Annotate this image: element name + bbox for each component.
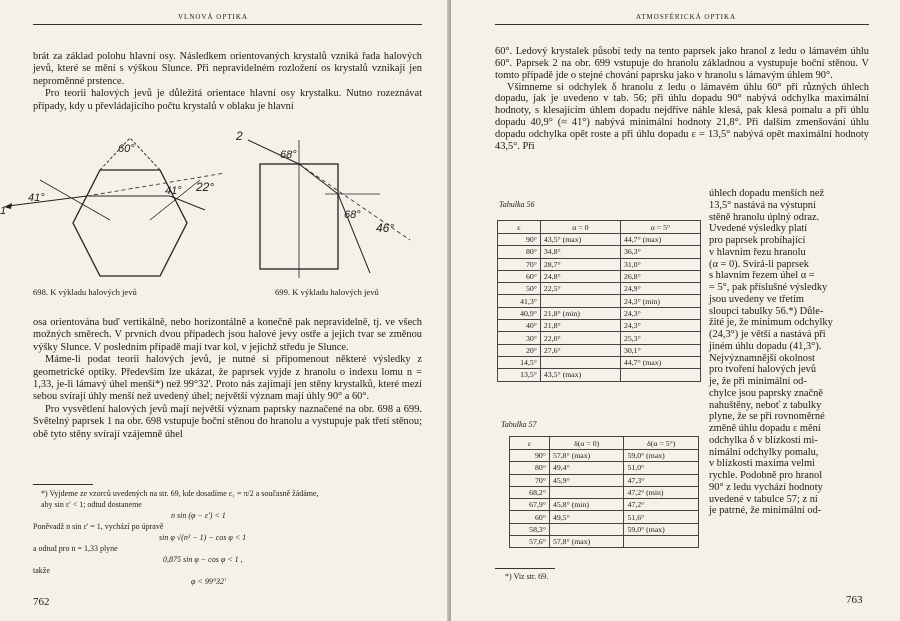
page-number: 762 <box>33 596 50 608</box>
table-cell: 57,8° (max) <box>549 450 624 462</box>
header-rule <box>495 24 869 25</box>
side-line: = 5°, pak příslušné výsledky <box>709 282 828 293</box>
table-row <box>510 486 699 498</box>
label-ray-1: 1 <box>0 205 7 217</box>
table-57 <box>509 436 699 548</box>
side-line: pro paprsek probíhající <box>709 235 806 246</box>
table-cell: 27,6° <box>540 344 620 356</box>
table-cell <box>549 486 624 498</box>
table-cell: 51,6° <box>624 511 699 523</box>
side-line: nahuštěny, neboť z tabulky <box>709 399 822 411</box>
table-cell: 50° <box>498 283 541 295</box>
table-cell: 44,7° (max) <box>620 234 700 246</box>
table-cell: 22,5° <box>540 283 620 295</box>
running-head: VLNOVÁ OPTIKA <box>178 13 248 21</box>
side-line: v blízkosti maxima velmi <box>709 458 815 470</box>
side-line: pro tvoření halových jevů <box>709 364 817 376</box>
table-row <box>498 283 701 295</box>
table-row <box>510 474 699 486</box>
table-header-cell: α = 0 <box>540 221 620 234</box>
table-cell: 34,8° <box>540 246 620 258</box>
table-56 <box>497 220 701 382</box>
table-row <box>510 523 699 535</box>
table-cell: 45,9° <box>549 474 624 486</box>
table-row <box>498 307 701 319</box>
footnote-line: aby sin ε' < 1; odtud dostaneme <box>41 500 142 509</box>
table-cell: 67,9° <box>510 499 550 511</box>
side-line: jsou uvedeny ve třetím <box>709 293 804 305</box>
table-cell: 24,3° (min) <box>620 295 700 307</box>
footnote: *) Viz str. 69. <box>505 572 549 581</box>
side-line: změně úhlu dopadu ε mění <box>709 423 821 434</box>
table-cell: 24,8° <box>540 270 620 282</box>
table-row <box>498 344 701 356</box>
table-cell: 21,8° <box>540 320 620 332</box>
side-line: chylce jsou paprsky značně <box>709 387 823 399</box>
table-cell: 57,8° (max) <box>549 536 624 548</box>
body-text-top <box>33 51 422 113</box>
footnote-line: takže <box>33 566 50 575</box>
side-line: Uvedené výsledky platí <box>709 223 808 235</box>
table-cell <box>620 369 700 381</box>
normal-left <box>40 180 110 220</box>
side-line: úhlech dopadu menších než <box>709 188 825 199</box>
table-56-label: Tabulka 56 <box>499 200 535 209</box>
table-cell: 80° <box>510 462 550 474</box>
footnote-line: a odtud pro n = 1,33 plyne <box>33 544 118 553</box>
table-cell: 59,0° (max) <box>624 450 699 462</box>
table-cell: 44,7° (max) <box>620 356 700 368</box>
table-header-cell: α = 5° <box>620 221 700 234</box>
table-cell <box>540 356 620 368</box>
footnote-rule <box>495 568 555 569</box>
table-cell: 36,3° <box>620 246 700 258</box>
table-cell <box>540 295 620 307</box>
body-text-top <box>495 46 869 153</box>
table-header-cell: δ(α = 0) <box>549 437 624 450</box>
side-line: 13,5° nastává na výstupní <box>709 199 816 211</box>
side-line: 90° z ledu vychází hodnoty <box>709 481 823 493</box>
table-row <box>498 332 701 344</box>
label-68-top: 68° <box>280 149 297 161</box>
page-number: 763 <box>846 594 863 606</box>
table-cell: 14,5° <box>498 356 541 368</box>
table-cell: 31,0° <box>620 258 700 270</box>
table-cell: 24,3° <box>620 320 700 332</box>
figure-699 <box>230 128 430 283</box>
table-row <box>498 320 701 332</box>
side-line: sloupci tabulky 56.*) Důle- <box>709 305 824 317</box>
body-text-bottom <box>33 317 422 441</box>
table-cell: 22,0° <box>540 332 620 344</box>
table-cell: 24,9° <box>620 283 700 295</box>
side-line: Nejvýznamnější okolnost <box>709 352 815 364</box>
footnote <box>33 488 426 587</box>
running-head: ATMOSFÉRICKÁ OPTIKA <box>636 13 737 21</box>
side-line: (24,3°) je větší a nastává při <box>709 329 826 340</box>
label-68-bottom: 68° <box>344 209 361 221</box>
side-column-text <box>709 188 869 517</box>
table-cell: 58,3° <box>510 523 550 535</box>
side-line: v hlavním řezu hranolu <box>709 246 806 258</box>
table-header-cell: ε <box>510 437 550 450</box>
table-cell: 49,5° <box>549 511 624 523</box>
table-header-cell: δ(α = 5°) <box>624 437 699 450</box>
label-41-right: 41° <box>165 185 182 197</box>
side-line: plyne, že se při rovnoměrné <box>709 411 825 423</box>
ray-incoming <box>8 196 87 206</box>
footnote-line: Poněvadž n sin ε' = 1, vychází po úpravě <box>33 522 164 531</box>
table-cell: 59,0° (max) <box>624 523 699 535</box>
table-cell: 47,2° <box>624 499 699 511</box>
table-cell: 60° <box>498 270 541 282</box>
label-apex: 60° <box>118 143 135 155</box>
table-cell: 47,2° (min) <box>624 486 699 498</box>
figure-698 <box>0 128 230 283</box>
table-row <box>498 258 701 270</box>
table-cell: 20° <box>498 344 541 356</box>
caption-698: 698. K výkladu halových jevů <box>33 287 137 297</box>
side-line: je, že při minimální od- <box>709 376 807 387</box>
table-cell: 28,7° <box>540 258 620 270</box>
paragraph: Pro teorii halových jevů je důležitá orientace hlavní osy krystalku. Nutno rozeznávat případy, kdy u převládajícího počtu krystalů v oblaku je hlavní <box>33 88 422 112</box>
table-row <box>498 356 701 368</box>
label-46: 46° <box>376 221 395 235</box>
label-22: 22° <box>196 180 215 194</box>
table-cell: 24,3° <box>620 307 700 319</box>
side-line: je patrné, že minimální od- <box>709 505 822 517</box>
table-cell: 68,2° <box>510 486 550 498</box>
table-cell: 49,4° <box>549 462 624 474</box>
table-row <box>510 511 699 523</box>
table-row <box>510 499 699 511</box>
table-header-row <box>510 437 699 450</box>
formula: sin φ √(n² − 1) − cos φ < 1 <box>159 533 247 542</box>
ray-outgoing <box>338 194 370 273</box>
footnote-rule <box>33 484 93 485</box>
paragraph: osa orientována buď vertikálně, nebo horizontálně a konečně pak nepravidelně, tj. ve všech možných směrech. V prvních dvou případech jsou halové jevy ostře a jejich tvar se změnou výšky Slunce. V posledním případě mají tvar kol, v jejichž středu je Slunce. <box>33 317 422 353</box>
footnote-line: *) Vyjdeme ze vzorců uvedených na str. 69, kde dosadíme ε₁ = π/2 a současně žádáme, <box>41 489 319 498</box>
table-cell: 21,8° (min) <box>540 307 620 319</box>
side-line: uvedené v tabulce 57; z ní <box>709 493 818 505</box>
table-cell: 90° <box>510 450 550 462</box>
table-cell: 90° <box>498 234 541 246</box>
caption-699: 699. K výkladu halových jevů <box>275 287 379 297</box>
header-rule <box>33 24 422 25</box>
paragraph: Pro vysvětlení halových jevů mají největší význam paprsky naznačené na obr. 698 a 699. Světelný paprsek 1 na obr. 698 vstupuje boční stěnou do hranolu a vystupuje pak třetí stěnou; obě tyto stěny svírají vzájemně úhel <box>33 403 422 440</box>
label-ray-2: 2 <box>236 129 243 143</box>
side-line: nimální odchylky pomalu, <box>709 446 819 458</box>
side-line: odchylka δ v blízkosti mi- <box>709 434 818 446</box>
table-cell: 60° <box>510 511 550 523</box>
table-cell: 45,8° (min) <box>549 499 624 511</box>
table-row <box>510 536 699 548</box>
table-cell: 51,0° <box>624 462 699 474</box>
label-41-left: 41° <box>28 192 45 204</box>
right-page <box>451 0 900 621</box>
table-cell: 30° <box>498 332 541 344</box>
table-cell: 80° <box>498 246 541 258</box>
table-row <box>498 234 701 246</box>
table-cell <box>549 523 624 535</box>
table-cell: 70° <box>498 258 541 270</box>
table-cell <box>624 536 699 548</box>
table-cell: 43,5° (max) <box>540 234 620 246</box>
table-cell: 70° <box>510 474 550 486</box>
table-row <box>498 369 701 381</box>
paragraph: Všimneme si odchylek δ hranolu z ledu o lámavém úhlu 60° při různých úhlech dopadu, jak je uvedeno v tab. 56; při úhlu dopadu 90° nabývá odchylka maximální hodnoty, s klesajícím úhlem dopadu nejdříve náhle klesá, pak klesá pomalu a při úhlu dopadu 40,9° (≈ 41°) nabývá minimální hodnoty 21,8°. Při dalším zmenšování úhlu dopadu odchylka opět roste a při úhlu dopadu ε = 13,5° nabývá opět maximální hodnoty 43,5°. Při <box>495 81 869 152</box>
ray-outgoing <box>170 196 205 210</box>
table-cell: 47,3° <box>624 474 699 486</box>
paragraph: Máme-li podat teorii halových jevů, je nutné si připomenout některé výsledky z geometrické optiky. Především lze ukázat, že paprsek vyjde z hranolu o indexu lomu n = 1,33, je-li lámavý úhel menší*) než 99°32'. Proto nás zajímají jen stěny krystalků, které mezi sebou svírají úhly menší než uvedený úhel; největší význam mají úhly 90° a 60°. <box>33 354 422 403</box>
table-header-cell: ε <box>498 221 541 234</box>
formula: 0,875 sin φ − cos φ < 1 , <box>163 555 243 564</box>
ray-inside <box>299 164 338 194</box>
table-57-label: Tabulka 57 <box>501 420 537 429</box>
side-line: jiném úhlu dopadu (41,3°). <box>709 340 822 352</box>
formula: n sin (φ − ε') < 1 <box>171 511 226 520</box>
table-row <box>498 270 701 282</box>
table-cell: 25,3° <box>620 332 700 344</box>
table-cell: 30,1° <box>620 344 700 356</box>
paragraph: 60°. Ledový krystalek působí tedy na tento paprsek jako hranol z ledu o lámavém úhlu 60°. Paprsek 2 na obr. 699 vstupuje do hranolu základnou a vystupuje boční stěnou. V tomto případě jde o stejné chování paprsku jako v hranolu s lámavým úhlem 90°. <box>495 46 869 81</box>
table-row <box>498 246 701 258</box>
table-header-row <box>498 221 701 234</box>
paragraph: brát za základ polohu hlavní osy. Následkem orientovaných krystalů vzniká řada halových jevů, které se mění s výškou Slunce. Při nepravidelném rozložení os krystalů vznikají jen neproměnné prstence. <box>33 51 422 87</box>
table-row <box>510 462 699 474</box>
side-line: (α = 0). Svírá-li paprsek <box>709 258 809 270</box>
side-line: stěně hranolu úplný odraz. <box>709 211 820 223</box>
table-cell: 40,9° <box>498 307 541 319</box>
table-cell: 40° <box>498 320 541 332</box>
table-row <box>498 295 701 307</box>
side-line: žité je, že minimum odchylky <box>709 317 833 329</box>
left-page <box>0 0 449 621</box>
table-cell: 43,5° (max) <box>540 369 620 381</box>
side-line: rychle. Podobně pro hranol <box>709 470 823 481</box>
table-row <box>510 450 699 462</box>
side-line: s hlavním řezem úhel α = <box>709 270 815 282</box>
formula: φ < 99°32' <box>191 577 226 586</box>
table-cell: 26,8° <box>620 270 700 282</box>
table-cell: 13,5° <box>498 369 541 381</box>
table-cell: 41,3° <box>498 295 541 307</box>
table-cell: 57,6° <box>510 536 550 548</box>
